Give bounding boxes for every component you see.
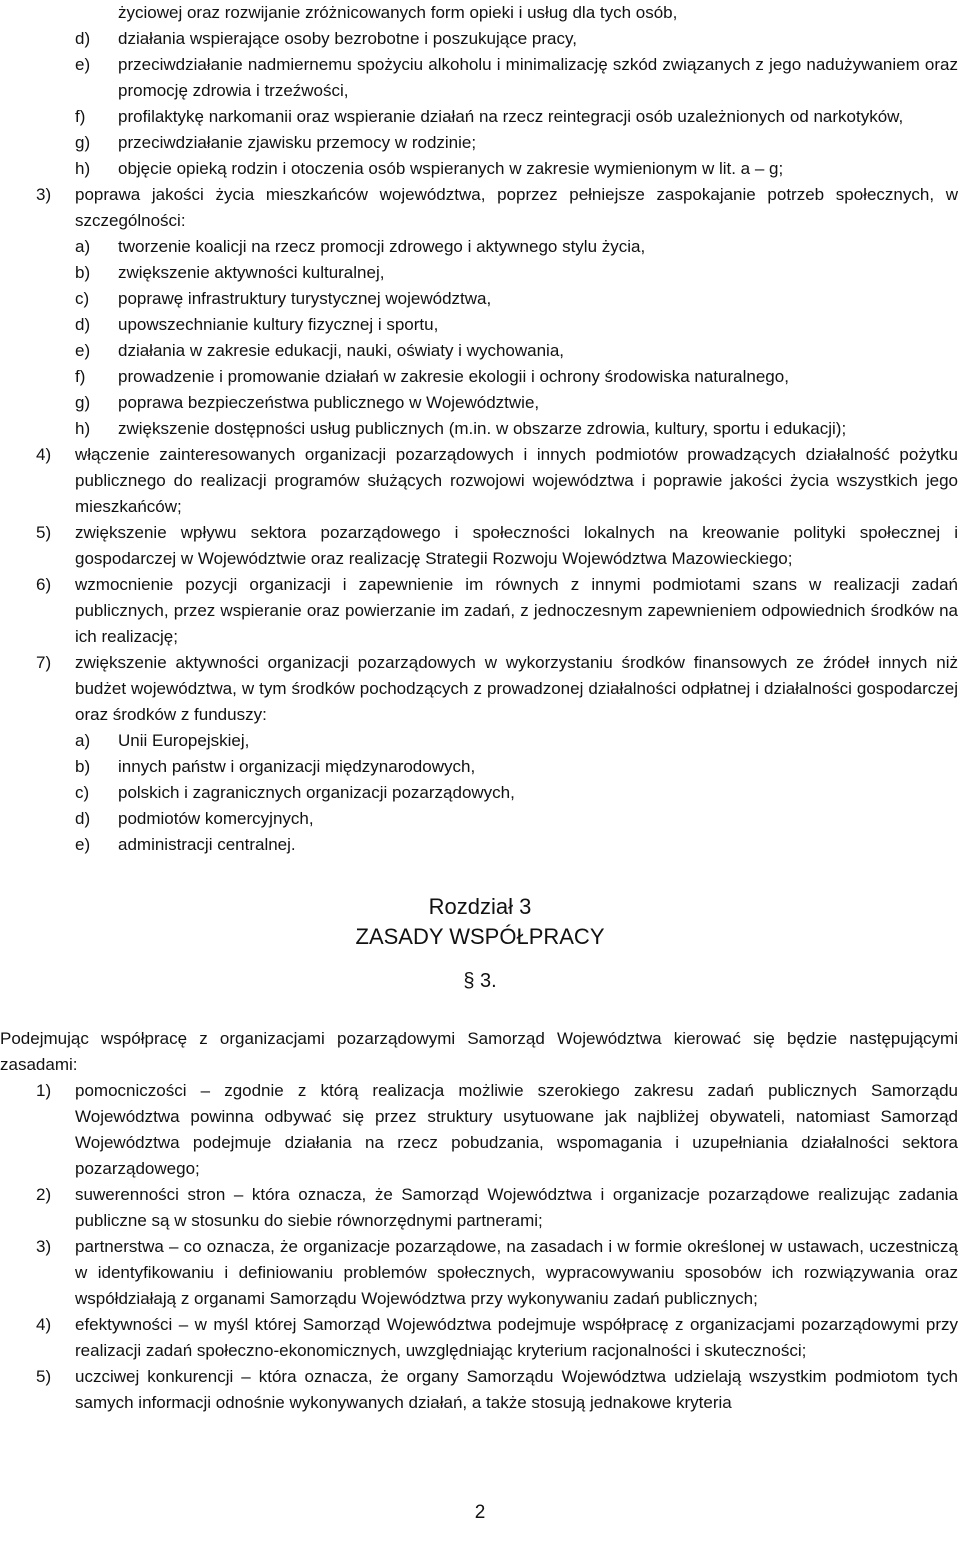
intro-paragraph: Podejmując współpracę z organizacjami pozarządowymi Samorząd Województwa kierować się będzie następującymi zasadami: [0,1029,958,1074]
point-label: 5) [36,523,52,542]
list-item [75,832,958,858]
principle-item [0,1234,958,1312]
point-text: wzmocnienie pozycji organizacji i zapewnienie im równych z innymi podmiotami szans w realizacji zadań publicznych, przez wspieranie oraz powierzanie im zadań, z jednoczesnym zapewnieniem odpowiednich środków na ich realizację; [75,575,958,646]
principle-text: pomocniczości – zgodnie z którą realizacja możliwie szerokiego zakresu zadań publicznych Samorządu Województwa powinna odbywać się przez struktury usytuowane jak najbliżej obywateli, natomiast Samorząd Województwa podejmuje działania na rzecz pobudzania, wspomagania i uzupełniania działalności sektora pozarządowego; [75,1081,958,1178]
item-label: d) [75,809,91,828]
principle-label: 3) [36,1237,52,1256]
item-label: b) [75,263,91,282]
item-text: działania wspierające osoby bezrobotne i poszukujące pracy, [118,29,577,48]
item-text: innych państw i organizacji międzynarodowych, [118,757,476,776]
item-text: przeciwdziałanie nadmiernemu spożyciu alkoholu i minimalizację szkód związanych z jego nadużywaniem oraz promocję zdrowia i trzeźwości, [118,55,958,100]
item-text: Unii Europejskiej, [118,731,250,750]
item-text: polskich i zagranicznych organizacji pozarządowych, [118,783,515,802]
principle-item [0,1312,958,1364]
point-label: 3) [36,185,52,204]
item-text: objęcie opieką rodzin i otoczenia osób wspieranych w zakresie wymienionym w lit. a – g; [118,159,784,178]
principles-list [0,1078,960,1416]
chapter-subtitle: ZASADY WSPÓŁPRACY [355,924,605,949]
item-label: c) [75,783,90,802]
item-text: poprawę infrastruktury turystycznej województwa, [118,289,492,308]
point-7 [0,650,958,728]
point-text: włączenie zainteresowanych organizacji pozarządowych i innych podmiotów prowadzących działalność pożytku publicznego do realizacji programów służących rozwojowi województwa i poprawie jakości życia wszystkich jego mieszkańców; [75,445,958,516]
item-label: a) [75,731,91,750]
item-label: f) [75,367,86,386]
point-label: 6) [36,575,52,594]
item-label: c) [75,289,90,308]
principle-text: suwerenności stron – która oznacza, że Samorząd Województwa i organizacje pozarządowe realizując zadania publiczne są w stosunku do siebie równorzędnymi partnerami; [75,1185,958,1230]
item-text: prowadzenie i promowanie działań w zakresie ekologii i ochrony środowiska naturalnego, [118,367,789,386]
list-item [75,260,958,286]
point-3 [0,182,958,234]
sublist-2 [0,26,960,182]
list-item [75,338,958,364]
point-text: zwiększenie wpływu sektora pozarządowego i społeczności lokalnych na kreowanie polityki społecznej i gospodarczej w Województwie oraz realizację Strategii Rozwoju Województwa Mazowieckiego; [75,523,958,568]
item-text: zwiększenie dostępności usług publicznych (m.in. w obszarze zdrowia, kultury, sportu i edukacji); [118,419,847,438]
list-item [75,390,958,416]
principle-text: uczciwej konkurencji – która oznacza, że organy Samorządu Województwa udzielają wszystkim podmiotom tych samych informacji odnośnie wykonywanych działań, a także stosują jednakowe kryteria [75,1367,958,1412]
item-label: g) [75,133,91,152]
principle-label: 1) [36,1081,52,1100]
principle-label: 5) [36,1367,52,1386]
item-label: d) [75,29,91,48]
list-item [75,728,958,754]
item-text: podmiotów komercyjnych, [118,809,314,828]
point-4 [0,442,958,520]
point-text: zwiększenie aktywności organizacji pozarządowych w wykorzystaniu środków finansowych ze źródeł innych niż budżet województwa, w tym środków pochodzących z prowadzonej działalności odpłatnej i działalności gospodarczej oraz środków z funduszy: [75,653,958,724]
point-label: 4) [36,445,52,464]
item-label: a) [75,237,91,256]
item-label: h) [75,159,91,178]
point-7-sublist [0,728,960,858]
list-item [75,156,958,182]
item-text: tworzenie koalicji na rzecz promocji zdrowego i aktywnego stylu życia, [118,237,646,256]
item-label: b) [75,757,91,776]
list-item [75,806,958,832]
point-6 [0,572,958,650]
item-label: e) [75,341,91,360]
list-item [75,416,958,442]
list-item [75,52,958,104]
list-item [75,312,958,338]
list-item [75,130,958,156]
item-text: upowszechnianie kultury fizycznej i sportu, [118,315,439,334]
item-label: d) [75,315,91,334]
point-3-sublist [0,234,960,442]
list-item [75,104,958,130]
continuation-text: życiowej oraz rozwijanie zróżnicowanych form opieki i usług dla tych osób, [118,3,678,22]
principle-item [0,1364,958,1416]
item-text: zwiększenie aktywności kulturalnej, [118,263,385,282]
principle-text: efektywności – w myśl której Samorząd Województwa podejmuje współpracę z organizacjami pozarządowymi przy realizacji zadań społeczno-ekonomicznych, uwzględniając kryterium racjonalności i skuteczności; [75,1315,958,1360]
list-item [75,780,958,806]
point-text: poprawa jakości życia mieszkańców województwa, poprzez pełniejsze zaspokajanie potrzeb społecznych, w szczególności: [75,185,958,230]
principle-item [0,1182,958,1234]
item-label: f) [75,107,86,126]
list-item [75,26,958,52]
point-5 [0,520,958,572]
item-label: e) [75,55,91,74]
list-item [75,286,958,312]
principle-item [0,1078,958,1182]
item-text: przeciwdziałanie zjawisku przemocy w rodzinie; [118,133,477,152]
principle-text: partnerstwa – co oznacza, że organizacje pozarządowe, na zasadach i w formie określonej w ustawach, uczestniczą w identyfikowaniu i definiowaniu problemów społecznych, wypracowywaniu sposobów ich rozwiązywania oraz współdziałają z organami Samorządu Województwa przy wykonywaniu zadań publicznych; [75,1237,958,1308]
list-item [75,234,958,260]
item-label: e) [75,835,91,854]
principle-label: 2) [36,1185,52,1204]
list-item [75,754,958,780]
section-number: § 3. [463,970,497,992]
item-text: działania w zakresie edukacji, nauki, oświaty i wychowania, [118,341,564,360]
point-label: 7) [36,653,52,672]
item-text: profilaktykę narkomanii oraz wspieranie działań na rzecz reintegracji osób uzależnionych od narkotyków, [118,107,904,126]
item-label: g) [75,393,91,412]
item-text: administracji centralnej. [118,835,296,854]
chapter-title: Rozdział 3 [428,894,532,919]
principle-label: 4) [36,1315,52,1334]
item-text: poprawa bezpieczeństwa publicznego w Województwie, [118,393,540,412]
page-number: 2 [474,1502,486,1523]
list-item [75,364,958,390]
item-label: h) [75,419,91,438]
